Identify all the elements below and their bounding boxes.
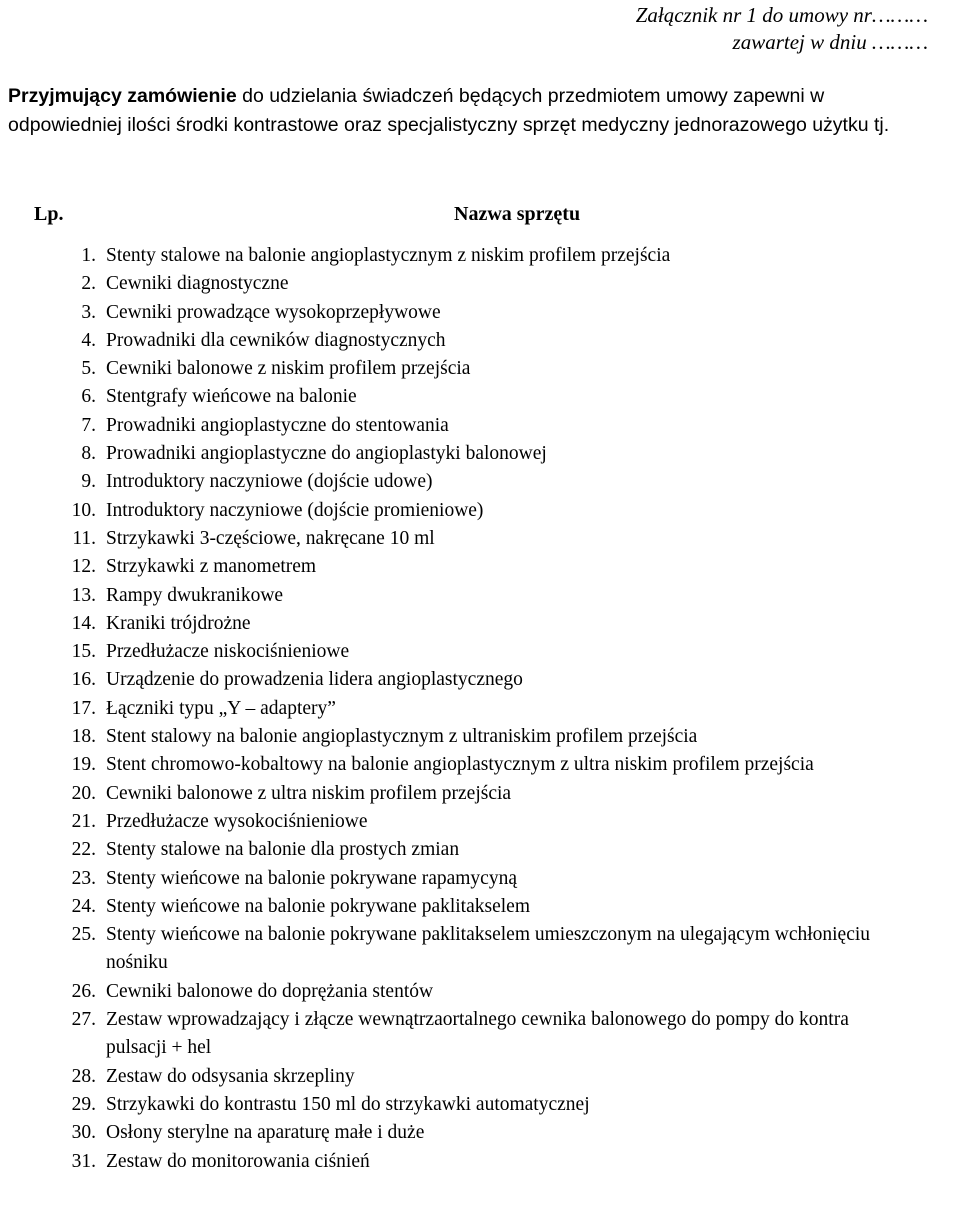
table-row xyxy=(0,808,960,836)
row-number: 14. xyxy=(71,612,96,634)
row-number: 12. xyxy=(71,556,96,578)
table-row xyxy=(0,666,960,694)
table-row xyxy=(0,242,960,270)
table-row xyxy=(0,327,960,355)
row-equipment-name: Stent chromowo-kobaltowy na balonie angioplastycznym z ultra niskim profilem przejścia xyxy=(106,754,814,776)
row-equipment-name: Zestaw do odsysania skrzepliny xyxy=(106,1065,355,1087)
row-number: 8. xyxy=(81,443,96,465)
row-equipment-name: Prowadniki angioplastyczne do angioplastyki balonowej xyxy=(106,443,547,465)
column-header-lp: Lp. xyxy=(34,203,64,225)
row-equipment-name: Introduktory naczyniowe (dojście promieniowe) xyxy=(106,499,484,521)
row-equipment-name: Stenty stalowe na balonie angioplastycznym z niskim profilem przejścia xyxy=(106,245,671,266)
attachment-date-line: zawartej w dniu ……… xyxy=(732,30,928,54)
row-number: 15. xyxy=(71,641,96,663)
table-row xyxy=(0,638,960,666)
row-equipment-name: Cewniki balonowe z ultra niskim profilem przejścia xyxy=(106,782,512,804)
row-equipment-name: Stenty wieńcowe na balonie pokrywane paklitakselem xyxy=(106,895,530,917)
table-row xyxy=(0,412,960,440)
table-row xyxy=(0,1148,960,1176)
row-equipment-name: Strzykawki do kontrastu 150 ml do strzykawki automatycznej xyxy=(106,1093,590,1115)
row-number: 25. xyxy=(71,924,96,946)
row-number: 23. xyxy=(71,867,96,889)
table-row xyxy=(0,893,960,921)
equipment-list xyxy=(0,242,960,1176)
row-equipment-name: Prowadniki angioplastyczne do stentowania xyxy=(106,414,449,436)
row-equipment-name: Prowadniki dla cewników diagnostycznych xyxy=(106,329,446,351)
row-equipment-name: Stenty wieńcowe na balonie pokrywane paklitakselem umieszczonym na ulegającym wchłonięciu nośniku xyxy=(106,924,871,974)
table-row xyxy=(0,1006,960,1063)
row-number: 30. xyxy=(71,1122,96,1144)
row-equipment-name: Przedłużacze wysokociśnieniowe xyxy=(106,810,368,832)
table-row xyxy=(0,468,960,496)
row-number: 19. xyxy=(71,754,96,776)
row-number: 20. xyxy=(71,782,96,804)
row-number: 4. xyxy=(81,329,96,351)
table-row xyxy=(0,780,960,808)
row-equipment-name: Łączniki typu „Y – adaptery” xyxy=(106,697,336,719)
table-row xyxy=(0,299,960,327)
table-row xyxy=(0,610,960,638)
intro-text: do udzielania świadczeń będących przedmiotem umowy zapewni w odpowiedniej ilości środki kontrastowe oraz specjalistyczny sprzęt medyczny jednorazowego użytku tj. xyxy=(8,85,890,136)
row-equipment-name: Osłony sterylne na aparaturę małe i duże xyxy=(106,1122,425,1144)
row-equipment-name: Strzykawki z manometrem xyxy=(106,556,317,578)
intro-bold-subject: Przyjmujący zamówienie xyxy=(8,85,237,107)
row-number: 28. xyxy=(71,1065,96,1087)
table-header xyxy=(0,203,960,231)
row-number: 16. xyxy=(71,669,96,691)
row-number: 10. xyxy=(71,499,96,521)
row-number: 7. xyxy=(81,414,96,436)
row-number: 9. xyxy=(81,471,96,493)
row-number: 27. xyxy=(71,1009,96,1031)
table-row xyxy=(0,921,960,978)
row-number: 31. xyxy=(71,1150,96,1172)
row-equipment-name: Stenty wieńcowe na balonie pokrywane rapamycyną xyxy=(106,867,517,889)
row-number: 18. xyxy=(71,726,96,748)
table-row xyxy=(0,1119,960,1147)
row-equipment-name: Urządzenie do prowadzenia lidera angioplastycznego xyxy=(106,669,523,691)
row-equipment-name: Zestaw do monitorowania ciśnień xyxy=(106,1150,370,1172)
attachment-title: Załącznik nr 1 do umowy nr……… xyxy=(635,3,928,27)
row-equipment-name: Introduktory naczyniowe (dojście udowe) xyxy=(106,471,433,493)
intro-paragraph xyxy=(8,82,908,140)
table-row xyxy=(0,270,960,298)
table-row xyxy=(0,695,960,723)
row-number: 13. xyxy=(71,584,96,606)
row-equipment-name: Cewniki prowadzące wysokoprzepływowe xyxy=(106,301,441,323)
row-number: 17. xyxy=(71,697,96,719)
table-row xyxy=(0,355,960,383)
table-row xyxy=(0,525,960,553)
row-number: 21. xyxy=(71,810,96,832)
row-number: 2. xyxy=(81,273,96,295)
table-row xyxy=(0,836,960,864)
table-row xyxy=(0,865,960,893)
row-number: 29. xyxy=(71,1093,96,1115)
row-equipment-name: Cewniki balonowe z niskim profilem przejścia xyxy=(106,358,471,380)
row-number: 26. xyxy=(71,980,96,1002)
column-header-name: Nazwa sprzętu xyxy=(454,203,581,225)
row-equipment-name: Stentgrafy wieńcowe na balonie xyxy=(106,386,357,408)
row-equipment-name: Kraniki trójdrożne xyxy=(106,612,251,634)
row-number: 11. xyxy=(72,527,96,549)
table-row xyxy=(0,1091,960,1119)
table-row xyxy=(0,383,960,411)
table-row xyxy=(0,978,960,1006)
row-equipment-name: Zestaw wprowadzający i złącze wewnątrzaortalnego cewnika balonowego do pompy do kontra pulsacji + hel xyxy=(106,1009,849,1059)
row-number: 24. xyxy=(71,895,96,917)
row-number: 3. xyxy=(81,301,96,323)
row-number: 5. xyxy=(81,358,96,380)
table-row xyxy=(0,723,960,751)
row-equipment-name: Stenty stalowe na balonie dla prostych zmian xyxy=(106,839,460,861)
row-number: 6. xyxy=(81,386,96,408)
row-number: 1. xyxy=(81,245,96,266)
row-equipment-name: Cewniki diagnostyczne xyxy=(106,273,289,295)
table-row xyxy=(0,751,960,779)
row-equipment-name: Rampy dwukranikowe xyxy=(106,584,284,606)
table-row xyxy=(0,553,960,581)
row-equipment-name: Stent stalowy na balonie angioplastycznym z ultraniskim profilem przejścia xyxy=(106,726,698,748)
attachment-header xyxy=(636,2,928,56)
table-row xyxy=(0,440,960,468)
table-row xyxy=(0,582,960,610)
table-row xyxy=(0,1063,960,1091)
row-equipment-name: Przedłużacze niskociśnieniowe xyxy=(106,641,350,663)
table-row xyxy=(0,497,960,525)
row-equipment-name: Cewniki balonowe do doprężania stentów xyxy=(106,980,434,1002)
row-number: 22. xyxy=(71,839,96,861)
row-equipment-name: Strzykawki 3-częściowe, nakręcane 10 ml xyxy=(106,527,435,549)
